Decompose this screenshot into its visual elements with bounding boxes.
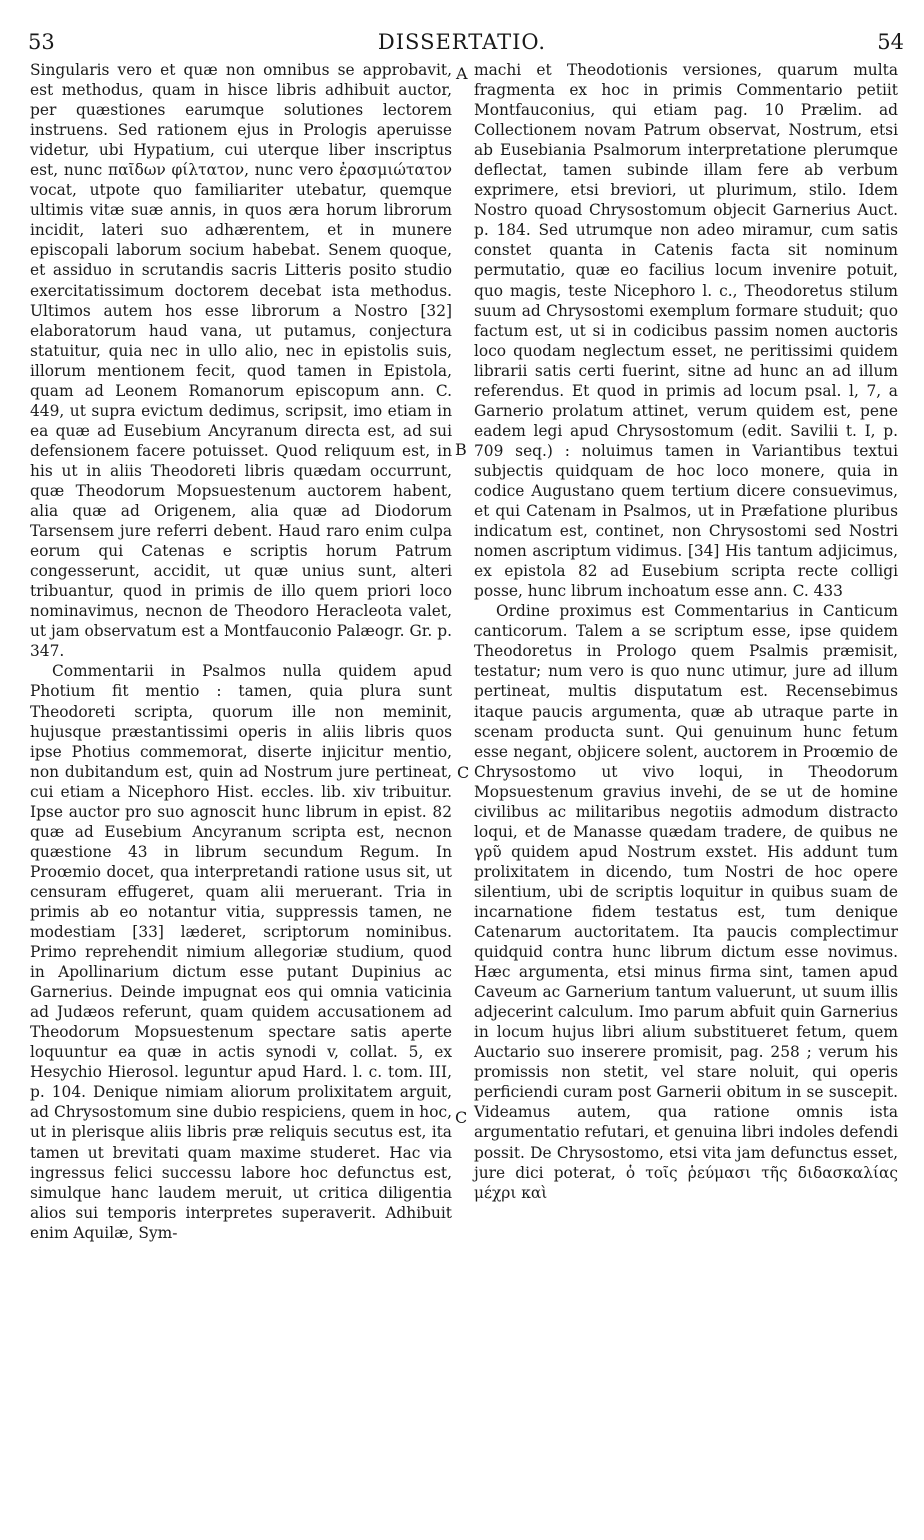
left-paragraph-2: Commentarii in Psalmos nulla quidem apud Photium fit mentio : tamen, quia plura sunt Theodoreti scripta, quorum ille non meminit, hujusque præstantissimi operis in aliis libris quos ipse Photius commemorat, diserte injicitur mentio, non dubitandum est, quin ad Nostrum jure pertineat, cui etiam a Nicephoro Hist. eccles. lib. xiv tribuitur. Ipse auctor pro suo agnoscit hunc librum in epist. 82 quæ ad Eusebium Ancyranum scripta est, necnon quæstione 43 in librum secundum Regum. In Proœmio docet, qua interpretandi ratione usus sit, ut censuram effugeret, quam alii meruerant. Tria in primis ab eo notantur vitia, suppressis tamen, ne modestiam [33] læderet, scriptorum nominibus. Primo reprehendit nimium allegoriæ studium, quod in Apollinarium dictum esse putant Dupinius ac Garnerius. Deinde impugnat eos qui omnia vaticinia ad Judæos referunt, quam quidem accusationem ad Theodorum Mopsuestenum spectare satis aperte loquuntur ea quæ in actis synodi v, collat. 5, ex Hesychio Hierosol. leguntur apud Hard. l. c. tom. III, p. 104. Denique nimiam aliorum prolixitatem arguit, ad Chrysostomum sine dubio respiciens, quem in hoc, ut in plerisque aliis libris præ reliquis secutus est, ita tamen ut brevitati quam maxime studeret. Hac via ingressus felici successu labore hoc defunctus est, simulque hanc laudem meruit, ut critica diligentia alios sui temporis interpretes superaverit. Adhibuit enim Aquilæ, Sym- — [30, 662, 452, 1242]
page-number-left: 53 — [28, 30, 55, 54]
right-column — [474, 60, 898, 1203]
section-marker-c-lower: C — [455, 1108, 468, 1127]
section-marker-a: A — [456, 64, 468, 83]
page-number-right: 54 — [877, 30, 904, 54]
right-paragraph-2: Ordine proximus est Commentarius in Canticum canticorum. Talem a se scriptum esse, ipse quidem Theodoretus in Prologo quem Psalmis præmisit, testatur; num vero is quo nunc utimur, jure ad illum pertineat, multis disputatum est. Recensebimus itaque paucis argumenta, quæ ab utraque parte in scenam producta sunt. Qui genuinum hunc fetum esse negant, objicere solent, auctorem in Proœmio de Chrysostomo ut vivo loqui, in Theodorum Mopsuestenum gravius invehi, de se ut de homine civilibus ac militaribus negotiis admodum distracto loqui, et de Manasse quædam tradere, de quibus ne γρῦ quidem apud Nostrum exstet. His addunt tum prolixitatem in dicendo, tum Nostri de hoc opere silentium, ubi de scriptis loquitur in quibus suam de incarnatione fidem testatus est, tum denique Catenarum auctoritatem. Ita paucis complectimur quidquid contra hunc librum dictum esse novimus. Hæc argumenta, etsi minus firma sint, tamen apud Caveum ac Garnerium tantum valuerunt, ut suum illis adjecerint calculum. Imo parum abfuit quin Garnerius in locum hujus libri alium substitueret fetum, quem Auctario suo inserere promisit, pag. 258 ; verum his promissis non stetit, vel stare noluit, qui operis perficiendi curam post Garnerii obitum in se suscepit. Videamus autem, qua ratione omnis ista argumentatio refutari, et genuina libri indoles defendi possit. De Chrysostomo, etsi vita jam defunctus esset, jure dici poterat, ὁ τοῖς ῥεύμασι τῆς διδασκαλίας μέχρι καὶ — [474, 602, 899, 1202]
running-title: DISSERTATIO. — [377, 30, 547, 54]
left-column — [30, 60, 452, 1243]
running-header — [0, 30, 924, 56]
section-marker-c-upper: C — [457, 763, 470, 782]
section-marker-b: B — [455, 440, 467, 459]
right-paragraph-1: machi et Theodotionis versiones, quarum multa fragmenta ex hoc in primis Commentario petiit Montfauconius, qui etiam pag. 10 Prælim. ad Collectionem novam Patrum observat, Nostrum, etsi ab Eusebiania Psalmorum interpretatione plerumque deflectat, tamen subinde illam fere ab verbum exprimere, etsi breviori, ut plurimum, stilo. Idem Nostro quoad Chrysostomum objecit Garnerius Auct. p. 184. Sed utrumque non adeo miramur, cum satis constet quanta in Catenis facta sit nominum permutatio, quæ eo facilius locum invenire potuit, quo magis, teste Nicephoro l. c., Theodoretus stilum suum ad Chrysostomi exemplum formare studuit; quo factum est, ut si in codicibus passim nomen auctoris loco quodam neglectum esset, ne peritissimi quidem librarii satis certi fuerint, sitne ad hunc an ad illum referendus. Et quod in primis ad locum psal. l, 7, a Garnerio prolatum attinet, verum quidem est, pene eadem legi apud Chrysostomum (edit. Savilii t. I, p. 709 seq.) : noluimus tamen in Variantibus textui subjectis quidquam de hoc loco monere, quia in codice Augustano quem tertium dicere consuevimus, et qui Catenam in Psalmos, ut in Præfatione pluribus indicatum est, continet, non Chrysostomi sed Nostri nomen ascriptum vidimus. [34] His tantum adjicimus, ex epistola 82 ad Eusebium scripta recte colligi posse, hunc librum inchoatum esse ann. C. 433 — [474, 61, 898, 601]
left-paragraph-1: Singularis vero et quæ non omnibus se approbavit, est methodus, quam in hisce libris adhibuit auctor, per quæstiones earumque solutiones lectorem instruens. Sed rationem ejus in Prologis aperuisse videtur, ubi Hypatium, cui uterque liber inscriptus est, nunc παῖδων φίλτατον, nunc vero ἐρασμιώτατον vocat, utpote quo familiariter utebatur, quemque ultimis vitæ suæ annis, in quos æra horum librorum incidit, lateri suo adhærentem, et in munere episcopali laborum socium habebat. Senem quoque, et assiduo in scrutandis sacris Litteris posito studio exercitatissimum doctorem decebat ista methodus. Ultimos autem hos esse librorum a Nostro [32] elaboratorum haud vana, ut putamus, conjectura statuitur, quia nec in ullo alio, nec in epistolis suis, illorum mentionem fecit, quod tamen in Epistola, quam ad Leonem Romanorum episcopum ann. C. 449, ut supra evictum dedimus, scripsit, imo etiam in ea quæ ad Eusebium Ancyranum directa est, ad sui defensionem facere potuisset. Quod reliquum est, in his ut in aliis Theodoreti libris quædam occurrunt, quæ Theodorum Mopsuestenum auctorem habent, alia quæ ad Origenem, alia quæ ad Diodorum Tarsensem jure referri debent. Haud raro enim culpa eorum qui Catenas e scriptis horum Patrum congesserunt, accidit, ut quæ unius sunt, alteri tribuantur, quod in primis de illo quem priori loco nominavimus, necnon de Theodoro Heracleota valet, ut jam observatum est a Montfauconio Palæogr. Gr. p. 347. — [30, 61, 452, 661]
